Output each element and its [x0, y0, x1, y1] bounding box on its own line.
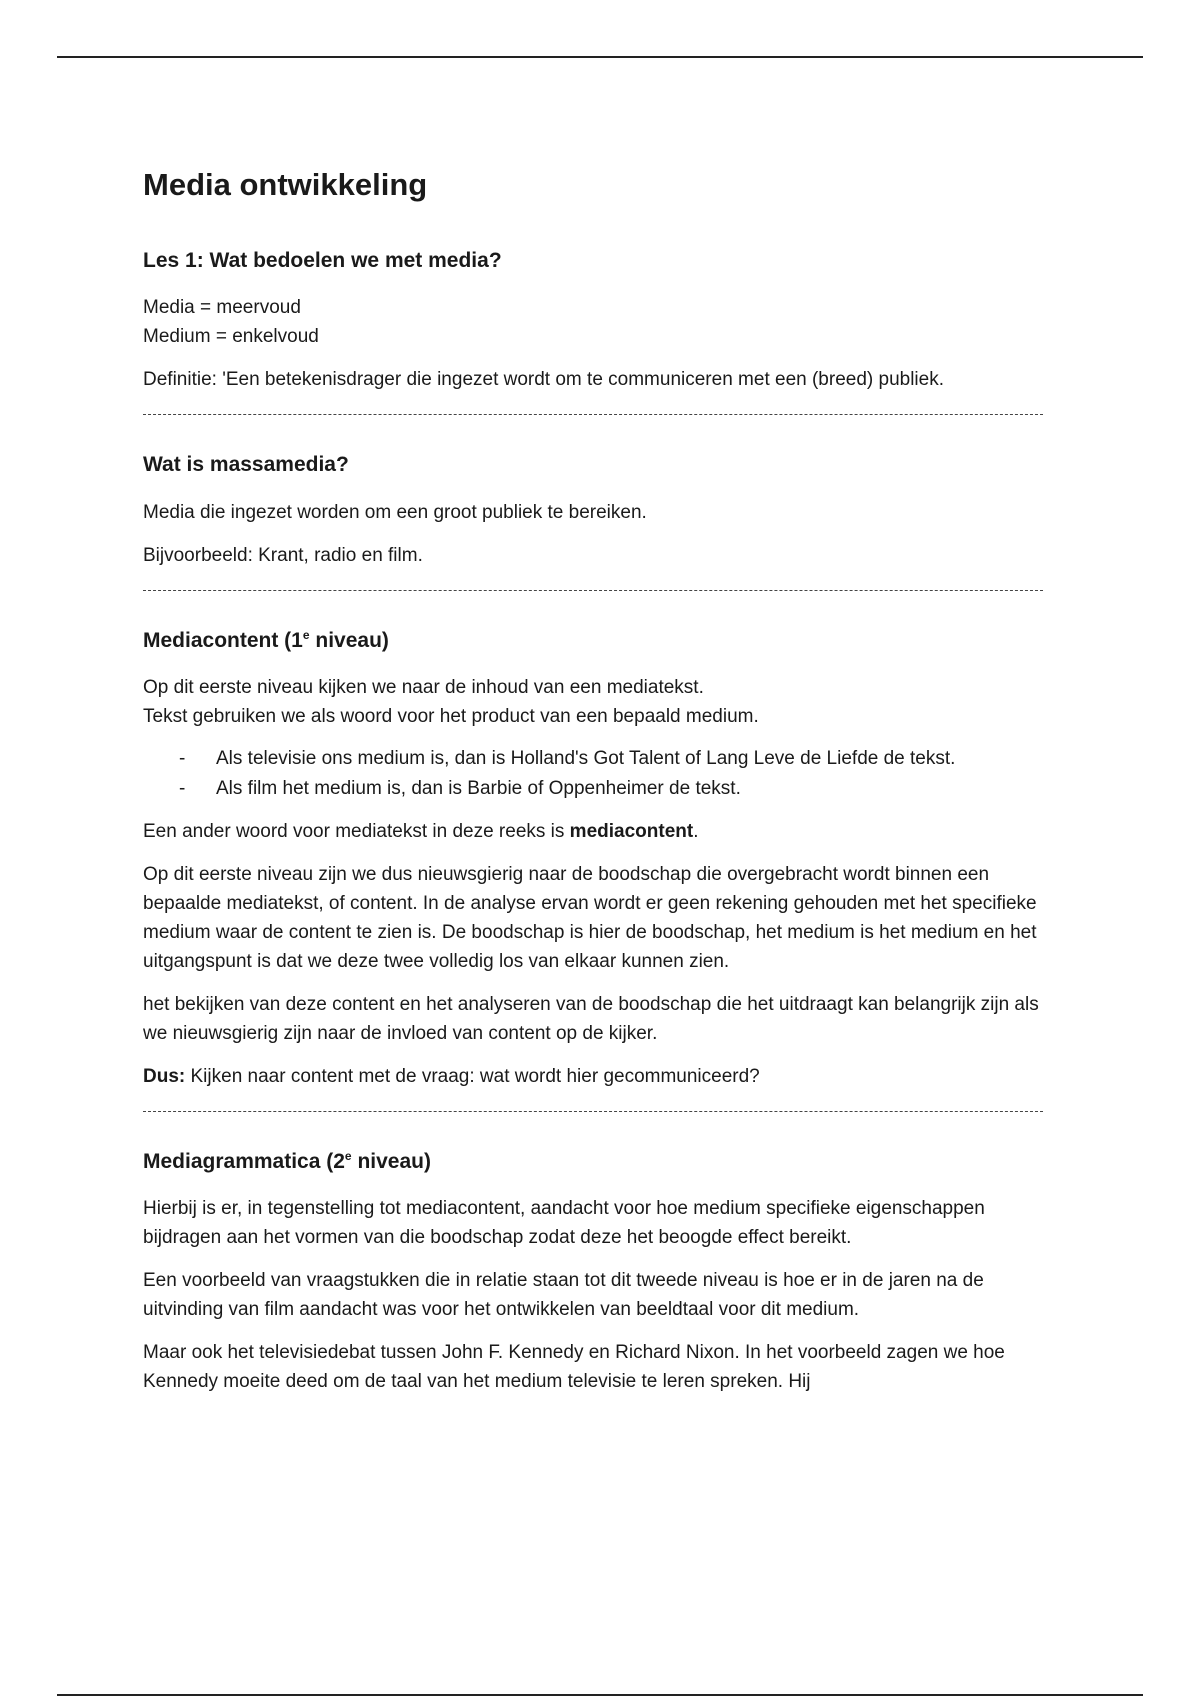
mediacontent-examples-list	[143, 745, 1063, 803]
massamedia-paragraph-2: Bijvoorbeeld: Krant, radio en film.	[143, 544, 423, 566]
mediacontent-bold-term: mediacontent	[569, 821, 694, 843]
top-page-rule	[57, 56, 1143, 58]
medium-singular-line: Medium = enkelvoud	[143, 326, 319, 348]
les1-heading: Les 1: Wat bedoelen we met media?	[143, 249, 502, 273]
dash-bullet: -	[179, 778, 186, 800]
massamedia-paragraph-1: Media die ingezet worden om een groot publiek te bereiken.	[143, 501, 647, 523]
media-plural-line: Media = meervoud	[143, 297, 301, 319]
dashed-divider	[143, 414, 1043, 415]
dus-label: Dus:	[143, 1066, 186, 1088]
dashed-divider	[143, 590, 1043, 591]
document-title: Media ontwikkeling	[143, 167, 428, 202]
mediagrammatica-paragraph-2: Een voorbeeld van vraagstukken die in relatie staan tot dit tweede niveau is hoe er in de jaren na de uitvinding van film aandacht was voor het ontwikkelen van beeldtaal voor dit medium.	[143, 1270, 984, 1321]
list-item	[143, 775, 1063, 803]
mediacontent-paragraph-2: Op dit eerste niveau zijn we dus nieuwsgierig naar de boodschap die overgebracht wordt binnen een bepaalde mediatekst, of content. In de analyse ervan wordt er geen rekening gehouden met het specifieke medium waar de content te zien is. De boodschap is hier de boodschap, het medium is het medium en het uitgangspunt is dat we deze twee volledig los van elkaar kunnen zien.	[143, 864, 1037, 973]
section-massamedia	[143, 451, 1063, 569]
mediacontent-intro-line-1: Op dit eerste niveau kijken we naar de inhoud van een mediatekst.	[143, 677, 704, 699]
massamedia-heading: Wat is massamedia?	[143, 453, 349, 477]
mediacontent-paragraph-3: het bekijken van deze content en het analyseren van de boodschap die het uitdraagt kan belangrijk zijn als we nieuwsgierig zijn naar de invloed van content op de kijker.	[143, 994, 1039, 1045]
section-les1	[143, 247, 1063, 394]
list-item-text: Als televisie ons medium is, dan is Holland's Got Talent of Lang Leve de Liefde de tekst.	[216, 748, 956, 770]
mediagrammatica-heading: Mediagrammatica (2e niveau)	[143, 1149, 431, 1174]
section-mediagrammatica	[143, 1148, 1063, 1396]
mediagrammatica-paragraph-1: Hierbij is er, in tegenstelling tot mediacontent, aandacht voor hoe medium specifieke eigenschappen bijdragen aan het vormen van die boodschap zodat deze het beoogde effect bereikt.	[143, 1198, 985, 1249]
mediagrammatica-paragraph-3: Maar ook het televisiedebat tussen John F. Kennedy en Richard Nixon. In het voorbeeld zagen we hoe Kennedy moeite deed om de taal van het medium televisie te leren spreken. Hij	[143, 1342, 1005, 1393]
document-body	[143, 166, 1063, 1410]
mediacontent-heading: Mediacontent (1e niveau)	[143, 627, 389, 652]
list-item-text: Als film het medium is, dan is Barbie of Oppenheimer de tekst.	[216, 778, 741, 800]
list-item	[143, 745, 1063, 773]
les1-definition: Definitie: 'Een betekenisdrager die ingezet wordt om te communiceren met een (breed) publiek.	[143, 369, 944, 391]
bottom-page-rule	[57, 1694, 1143, 1696]
les1-definitions	[143, 293, 1063, 351]
dash-bullet: -	[179, 748, 186, 770]
mediacontent-intro	[143, 673, 1063, 731]
mediacontent-intro-line-2: Tekst gebruiken we als woord voor het product van een bepaald medium.	[143, 706, 759, 728]
dashed-divider	[143, 1111, 1043, 1112]
section-mediacontent	[143, 627, 1063, 1091]
mediacontent-other-word: Een ander woord voor mediatekst in deze reeks is mediacontent.	[143, 821, 699, 843]
mediacontent-conclusion: Dus: Kijken naar content met de vraag: wat wordt hier gecommuniceerd?	[143, 1066, 760, 1088]
